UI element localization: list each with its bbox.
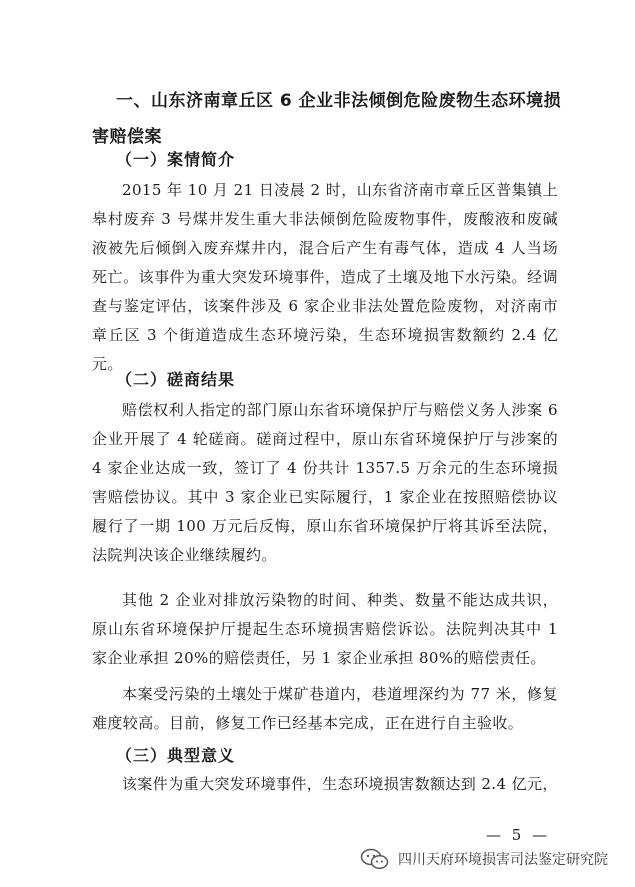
- paragraph-consultation-2: 其他 2 企业对排放污染物的时间、种类、数量不能达成共识，原山东省环境保护厅提起生态环境损害赔偿诉讼。法院判决其中 1 家企业承担 20%的赔偿责任，另 1 家企业承担 80%的赔偿责任。: [92, 591, 558, 667]
- section-heading-case-summary: （一）案情简介: [116, 150, 236, 169]
- watermark: [360, 847, 608, 871]
- paragraph-case-summary: 2015 年 10 月 21 日凌晨 2 时，山东省济南市章丘区普集镇上皋村废弃 3 号煤井发生重大非法倾倒危险废物事件，废酸液和废碱液被先后倾倒入废弃煤井内，混合后产生有毒气体，造成 4 人当场死亡。该事件为重大突发环境事件，造成了土壤及地下水污染。经调查与鉴定评估，该案件涉及 6 家企业非法处置危险废物，对济南市章丘区 3 个街道造成生态环境污染，生态环境损害数额约 2.4 亿元。: [92, 181, 558, 373]
- paragraph-significance: 该案件为重大突发环境事件，生态环境损害数额达到 2.4 亿元，: [122, 775, 558, 793]
- watermark-text: 四川天府环境损害司法鉴定研究院: [398, 852, 608, 868]
- paragraph-consultation-1: 赔偿权利人指定的部门原山东省环境保护厅与赔偿义务人涉案 6 企业开展了 4 轮磋商。磋商过程中，原山东省环境保护厅与涉案的 4 家企业达成一致，签订了 4 份共计 1357.5 万余元的生态环境损害赔偿协议。其中 3 家企业已实际履行，1 家企业在按照赔偿协议履行了一期 100 万元后反悔，原山东省环境保护厅将其诉至法院，法院判决该企业继续履约。: [92, 401, 558, 564]
- section-heading-significance: （三）典型意义: [116, 746, 236, 765]
- paragraph-consultation-3: 本案受污染的土壤处于煤矿巷道内，巷道埋深约为 77 米，修复难度较高。目前，修复工作已经基本完成，正在进行自主验收。: [92, 685, 558, 732]
- document-title: 一、山东济南章丘区 6 企业非法倾倒危险废物生态环境损害赔偿案: [92, 91, 562, 147]
- page-number: — 5 —: [486, 826, 551, 844]
- wechat-icon: [360, 848, 390, 870]
- section-heading-consultation-result: （二）磋商结果: [116, 370, 236, 389]
